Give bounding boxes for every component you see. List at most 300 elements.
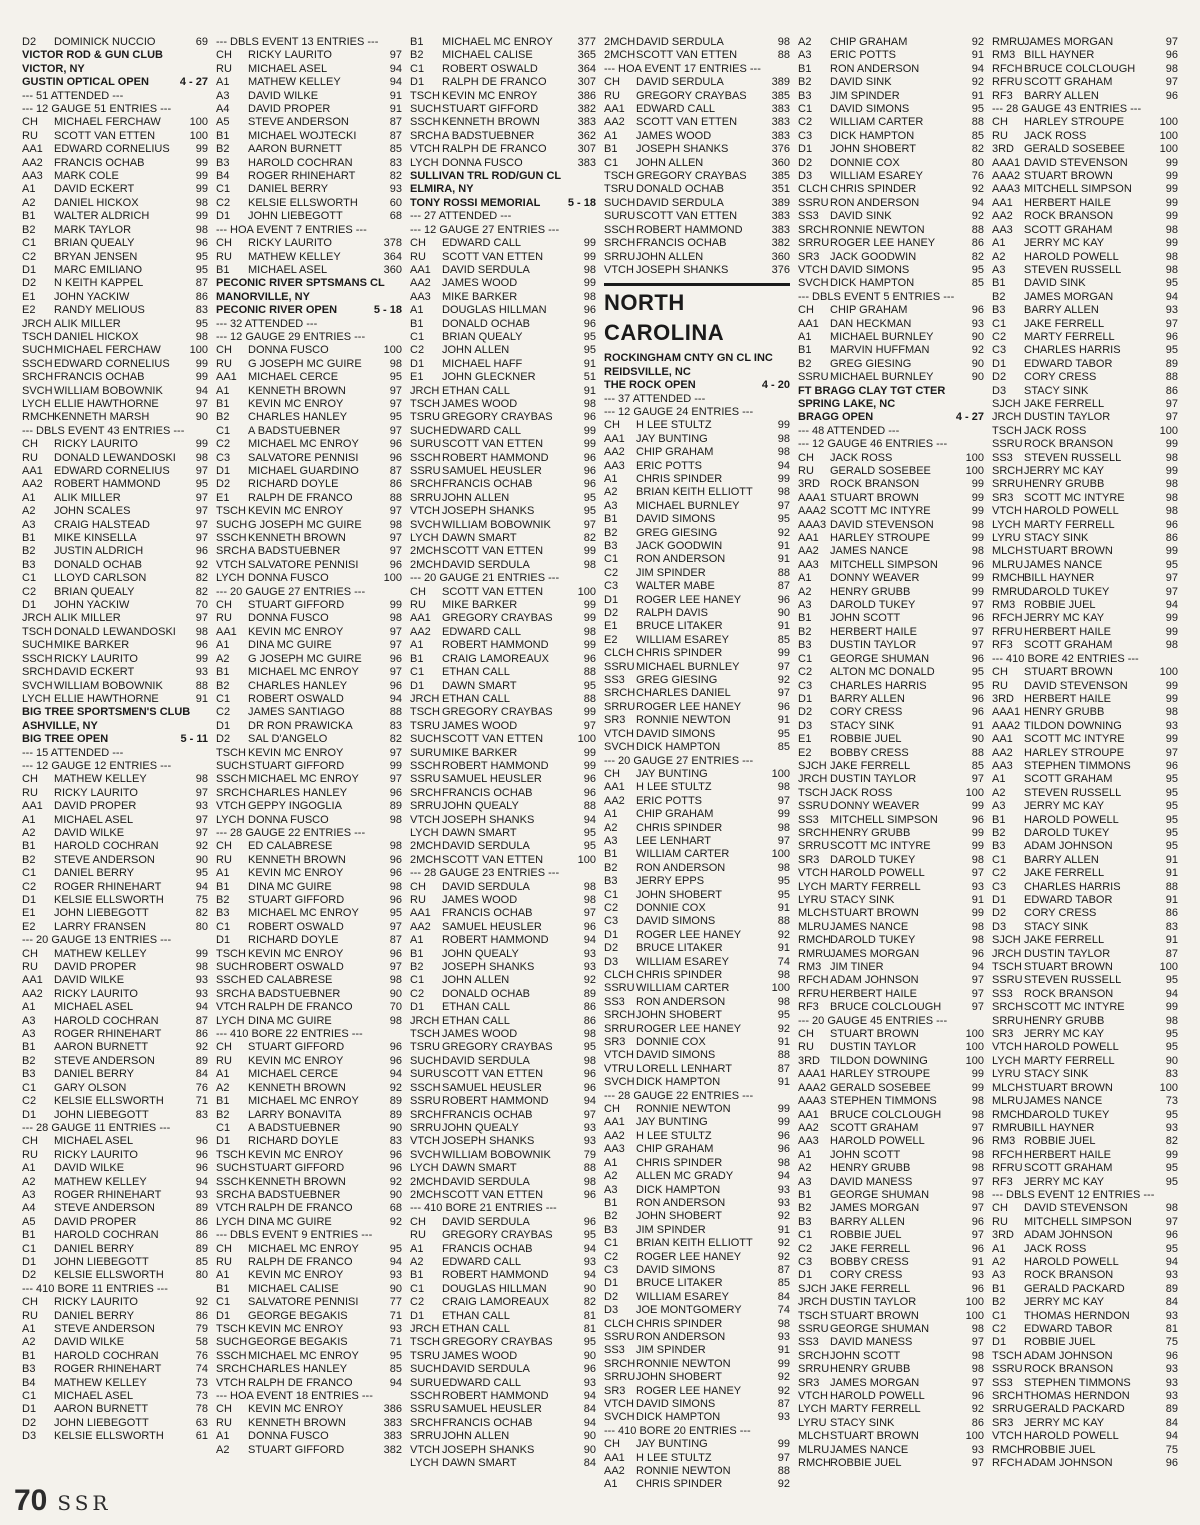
result-row [216,1015,402,1028]
placement-code: C3 [604,915,619,928]
results-column [798,36,984,1476]
placement-code: AA1 [604,432,625,445]
score-value: 73 [195,1390,208,1403]
placement-code: SR3 [604,1384,626,1397]
shooter-name: G JOSEPH MC GUIRE [248,357,362,370]
score-value: 92 [195,840,208,853]
result-row [798,639,984,652]
shooter-name: STUART GIFFORD [248,759,345,772]
placement-code: SRRU [604,1022,636,1035]
result-row [604,795,790,808]
placement-code: SRCH [798,1349,830,1362]
score-value: 87 [777,580,790,593]
shooter-name: KEVIN MC ENROY [248,1403,344,1416]
score-value: 75 [1165,1336,1178,1349]
shooter-name: DAVID SERDULA [442,840,530,853]
placement-code: AA1 [216,625,237,638]
shooter-name: SALVATORE PENNISI [248,558,359,571]
result-row [798,1176,984,1189]
result-row [410,1149,596,1162]
result-row [410,666,596,679]
placement-code: A1 [410,639,424,652]
shoot-date: 4 - 20 [761,379,790,392]
placement-code: SSCH [216,1349,247,1362]
shooter-name: JOHN ALLEN [442,1430,510,1443]
score-value: 96 [389,652,402,665]
result-row [798,49,984,62]
score-value: 98 [195,196,208,209]
shooter-name: DOUGLAS HILLMAN [442,1282,547,1295]
result-row [798,1095,984,1108]
shooter-name: DAVID SIMONS [636,915,716,928]
shooter-name: CHRIS SPINDER [636,1478,723,1491]
shooter-name: MICHAEL BURNLEY [830,371,934,384]
placement-code: SURU [410,1376,442,1389]
shooter-name: MARC EMILIANO [54,263,143,276]
shooter-name: ROBBIE JUEL [830,733,902,746]
result-row [604,224,790,237]
score-value: 99 [1165,237,1178,250]
shooter-name: SCOTT GRAHAM [1024,773,1113,786]
score-value: 95 [971,666,984,679]
result-row [216,264,402,277]
result-row [410,1095,596,1108]
placement-code: D1 [992,1336,1007,1349]
shoot-name: BIG TREE OPEN [22,733,109,746]
shooter-name: RALPH DE FRANCO [248,1255,353,1268]
result-row [216,344,402,357]
placement-code: CH [604,1438,620,1451]
result-row [604,1143,790,1156]
shooter-name: THOMAS HERNDON [1024,1309,1130,1322]
score-value: 360 [771,250,790,263]
shooter-name: MATHEW KELLEY [54,1175,147,1188]
shooter-name: DANIEL BERRY [248,183,329,196]
club-heading: PECONIC RIVER SPTSMANS CL [216,277,385,290]
placement-code: SSRU [798,371,829,384]
placement-code: A1 [216,76,230,89]
shooter-name: JAY BUNTING [636,1116,708,1129]
event-subheading: --- 12 GAUGE 24 ENTRIES --- [604,405,754,418]
score-value: 93 [1165,304,1178,317]
placement-code: TSRU [604,183,634,196]
placement-code: A3 [992,800,1006,813]
placement-code: C1 [216,692,231,705]
result-row [992,1390,1178,1403]
shooter-name: MITCHELL SIMPSON [830,813,938,826]
shooter-name: MICHAEL GUARDINO [248,465,359,477]
shooter-name: MICHAEL BURNLEY [636,660,740,673]
score-value: 99 [777,647,790,660]
shooter-name: ROCK BRANSON [1024,987,1114,1000]
result-row [216,693,402,706]
shooter-name: BOBBY CRESS [830,1255,909,1268]
shooter-name: JERRY MC KAY [1024,612,1105,625]
score-value: 99 [971,1081,984,1094]
result-row [992,318,1178,331]
placement-code: SSCH [22,652,53,665]
shooter-name: HENRY GRUBB [830,826,911,839]
result-row [410,1417,596,1430]
placement-code: D3 [22,1430,37,1443]
shooter-name: ROBBIE JUEL [1024,1336,1096,1349]
score-value: 98 [1165,491,1178,504]
result-row [604,728,790,741]
score-value: 84 [195,1068,208,1081]
result-row [22,1296,208,1309]
result-row [22,1015,208,1028]
placement-code: SR3 [992,491,1014,504]
score-value: 97 [971,1175,984,1188]
shooter-name: DAVID SERDULA [442,1054,530,1067]
shooter-name: GREG GIESING [636,526,718,539]
score-value: 95 [583,1229,596,1242]
placement-code: B3 [798,1215,812,1228]
score-value: 83 [195,304,208,317]
result-row [22,1068,208,1081]
shooter-name: MIKE BARKER [442,290,518,303]
score-value: 91 [1165,853,1178,866]
shooter-name: DAVID SERDULA [442,880,530,893]
shooter-name: KENNETH BROWN [248,384,346,397]
result-row [410,398,596,411]
result-row [798,733,984,746]
result-row [604,1063,790,1076]
placement-code: VTCH [216,558,246,571]
shooter-name: DAWN SMART [442,1162,517,1175]
placement-code: B2 [216,894,230,906]
shooter-name: KEVIN MC ENROY [248,1269,344,1282]
placement-code: TSCH [992,1349,1022,1362]
score-value: 96 [195,1148,208,1161]
club-heading: SPRING LAKE, NC [798,397,896,410]
placement-code: RU [22,1148,38,1161]
result-row [798,331,984,344]
shooter-name: MATHEW KELLEY [248,250,341,263]
score-value: 84 [583,1457,596,1470]
shooter-name: CHARLES HANLEY [248,411,348,424]
shooter-name: STUART GIFFORD [248,1443,345,1456]
score-value: 98 [389,612,402,625]
shooter-name: JOHN SCOTT [830,612,901,625]
result-row [22,545,208,558]
shooter-name: BRIAN QUEALY [54,585,135,598]
score-value: 99 [195,371,208,384]
placement-code: C2 [992,1323,1007,1335]
score-value: 88 [777,915,790,928]
score-value: 91 [1165,934,1178,947]
placement-code: A2 [22,826,36,839]
score-value: 77 [389,1296,402,1309]
placement-code: C1 [604,1237,619,1250]
score-value: 91 [777,553,790,566]
placement-code: D1 [798,1269,813,1282]
result-row [216,653,402,666]
result-row [992,1202,1178,1215]
result-row [216,867,402,880]
shooter-name: A BADSTUEBNER [248,1188,341,1201]
shooter-name: HARLEY STROUPE [1024,746,1125,759]
result-row [992,478,1178,491]
result-row [410,1068,596,1081]
score-value: 98 [195,223,208,236]
shooter-name: LORELL LENHART [636,1062,732,1075]
score-value: 87 [389,934,402,947]
shooter-name: RICHARD DOYLE [248,1135,339,1148]
score-value: 92 [777,526,790,539]
placement-code: CH [22,947,38,960]
result-row [604,942,790,955]
score-value: 98 [583,558,596,571]
result-row [410,157,596,170]
score-value: 87 [777,1398,790,1410]
score-value: 82 [389,733,402,746]
placement-code: 2MCH [410,558,442,571]
score-value: 96 [777,593,790,606]
placement-code: LYCH [992,518,1021,531]
score-value: 100 [771,767,790,780]
score-value: 100 [577,733,596,746]
score-value: 99 [971,491,984,504]
score-value: 97 [583,1108,596,1121]
score-value: 98 [389,840,402,853]
score-value: 90 [971,330,984,343]
result-row [992,800,1178,813]
score-value: 91 [1165,867,1178,880]
placement-code: C1 [604,553,619,566]
result-row [604,634,790,647]
placement-code: SRCH [798,826,830,839]
placement-code: SS3 [604,1344,625,1357]
score-value: 91 [389,89,402,102]
result-row [604,1237,790,1250]
placement-code: SR3 [992,1416,1014,1429]
result-row [798,988,984,1001]
score-value: 98 [777,781,790,794]
shooter-name: GREGORY CRAYBAS [636,89,747,102]
placement-code: D1 [22,1403,37,1416]
shooter-name: DOMINICK NUCCIO [54,36,156,48]
result-row [992,36,1178,49]
result-row [992,1055,1178,1068]
result-row [604,433,790,446]
result-row [22,907,208,920]
result-row [992,425,1178,438]
score-value: 92 [971,183,984,196]
result-row [992,1216,1178,1229]
score-value: 92 [195,1041,208,1054]
shooter-name: MICHAEL ASEL [54,1135,134,1148]
score-value: 98 [583,1175,596,1188]
placement-code: AA2 [410,920,431,933]
score-value: 86 [195,290,208,303]
shooter-name: HENRY GRUBB [830,1162,911,1175]
placement-code: A1 [410,1242,424,1255]
score-value: 60 [389,196,402,209]
shooter-name: ROBBIE JUEL [830,1457,902,1470]
event-subheading: --- 28 GAUGE 22 ENTRIES --- [216,826,366,839]
state-heading: NORTH CAROLINA [604,283,790,348]
result-row [410,1055,596,1068]
result-row [22,626,208,639]
placement-code: B2 [22,545,36,558]
placement-code: B2 [22,853,36,866]
placement-code: RU [216,62,232,75]
shooter-name: DAROLD TUKEY [830,853,916,866]
placement-code: B1 [410,652,424,665]
result-row [216,1296,402,1309]
shooter-name: SAMUEL HEUSLER [442,1081,542,1094]
result-row [22,1350,208,1363]
placement-code: SRRU [992,1403,1024,1416]
score-value: 97 [971,625,984,638]
score-value: 99 [583,438,596,451]
placement-code: RU [410,1229,426,1242]
placement-code: C1 [410,62,425,75]
placement-code: SS3 [992,987,1013,1000]
result-row [410,318,596,331]
placement-code: B1 [216,129,230,142]
shooter-name: CHRIS SPINDER [830,183,917,196]
event-subheading: --- DBLS EVENT 43 ENTRIES --- [22,424,185,437]
result-row [216,210,402,223]
score-value: 95 [1165,1162,1178,1175]
shooter-name: A BADSTUEBNER [248,987,341,1000]
shooter-name: BRIAN KEITH ELLIOTT [636,1237,753,1250]
score-value: 91 [777,901,790,914]
result-row [22,371,208,384]
score-value: 98 [195,961,208,974]
placement-code: RF3 [798,1001,819,1014]
shooter-name: ALIK MILLER [54,612,121,625]
shooter-name: STUART BROWN [1024,666,1113,679]
result-row [604,996,790,1009]
score-value: 99 [777,1103,790,1116]
result-row [798,210,984,223]
shooter-name: JAMES SANTIAGO [248,706,345,719]
shooter-name: HERBERT HAILE [830,625,918,638]
shooter-name: KEVIN MC ENROY [248,397,344,410]
score-value: 99 [195,652,208,665]
score-value: 97 [389,625,402,638]
result-row [216,1082,402,1095]
shooter-name: JOHN ALLEN [442,974,510,987]
result-row [798,1162,984,1175]
result-row [216,1095,402,1108]
shooter-name: MARK TAYLOR [54,223,132,236]
result-row [22,961,208,974]
result-row [992,1310,1178,1323]
score-value: 93 [1165,1269,1178,1282]
shooter-name: GREGORY CRAYBAS [442,706,553,719]
result-row [604,1049,790,1062]
score-value: 74 [777,955,790,968]
result-row [410,505,596,518]
placement-code: VTRU [604,1062,634,1075]
placement-code: SRCH [604,1357,636,1370]
placement-code: VTCH [410,505,440,518]
shooter-name: DANIEL BERRY [54,867,135,880]
result-row [604,1023,790,1036]
score-value: 92 [777,1210,790,1223]
shooter-name: ALTON MC DONALD [830,666,935,679]
placement-code: RU [992,679,1008,692]
result-row [216,237,402,250]
shooter-name: JOSEPH SHANKS [442,505,535,518]
result-row [410,76,596,89]
placement-code: B2 [604,526,618,539]
placement-code: D1 [216,1135,231,1148]
score-value: 93 [777,1183,790,1196]
score-value: 88 [971,116,984,129]
result-row [798,277,984,290]
shooter-name: RALPH DAVIS [636,607,708,620]
shooter-name: CHRIS SPINDER [636,1156,723,1169]
score-value: 98 [777,995,790,1008]
score-value: 100 [1159,129,1178,142]
placement-code: RMCH [22,411,55,424]
score-value: 98 [777,446,790,459]
score-value: 100 [1159,666,1178,679]
event-subheading: --- 12 GAUGE 12 ENTRIES --- [22,759,172,772]
result-row [216,1323,402,1336]
score-value: 97 [1165,36,1178,48]
shooter-name: ROGER LEE HANEY [830,237,936,250]
placement-code: E2 [22,304,36,317]
placement-code: C1 [798,1229,813,1242]
shooter-name: DAVID SIMONS [636,513,716,526]
result-row [410,599,596,612]
shooter-name: RONNIE NEWTON [636,1103,731,1116]
shooter-name: BILL HAYNER [1024,572,1095,585]
result-row [216,1363,402,1376]
placement-code: RM3 [798,961,822,974]
placement-code: RMRU [992,585,1025,598]
shooter-name: DONNA FUSCO [442,156,523,169]
score-value: 100 [965,1430,984,1443]
result-row [992,304,1178,317]
placement-code: TSCH [604,170,634,183]
score-value: 93 [389,1323,402,1335]
score-value: 97 [777,1451,790,1464]
shooter-name: RALPH DE FRANCO [248,1202,353,1215]
result-row [798,1041,984,1054]
shooter-name: FRANCIS OCHAB [636,237,727,250]
placement-code: B1 [410,36,424,48]
score-value: 94 [1165,1255,1178,1268]
result-row [604,251,790,264]
result-row [992,264,1178,277]
shooter-name: ERIC POTTS [636,794,703,807]
shooter-name: DAVID MANESS [830,1175,913,1188]
shooter-name: STEPHEN TIMMONS [830,1095,937,1108]
placement-code: D3 [798,170,813,183]
shooter-name: JERRY MC KAY [1024,237,1105,250]
score-value: 99 [971,478,984,491]
score-value: 383 [577,116,596,129]
score-value: 93 [777,1330,790,1343]
placement-code: TSCH [992,424,1022,437]
score-value: 85 [777,741,790,754]
result-row [410,291,596,304]
placement-code: A1 [798,330,812,343]
shooter-name: MICHAEL ASEL [54,1390,134,1403]
result-row [604,929,790,942]
placement-code: MLCH [798,907,830,920]
event-subheading: --- 20 GAUGE 13 ENTRIES --- [22,934,172,947]
result-row [22,586,208,599]
score-value: 97 [195,465,208,477]
